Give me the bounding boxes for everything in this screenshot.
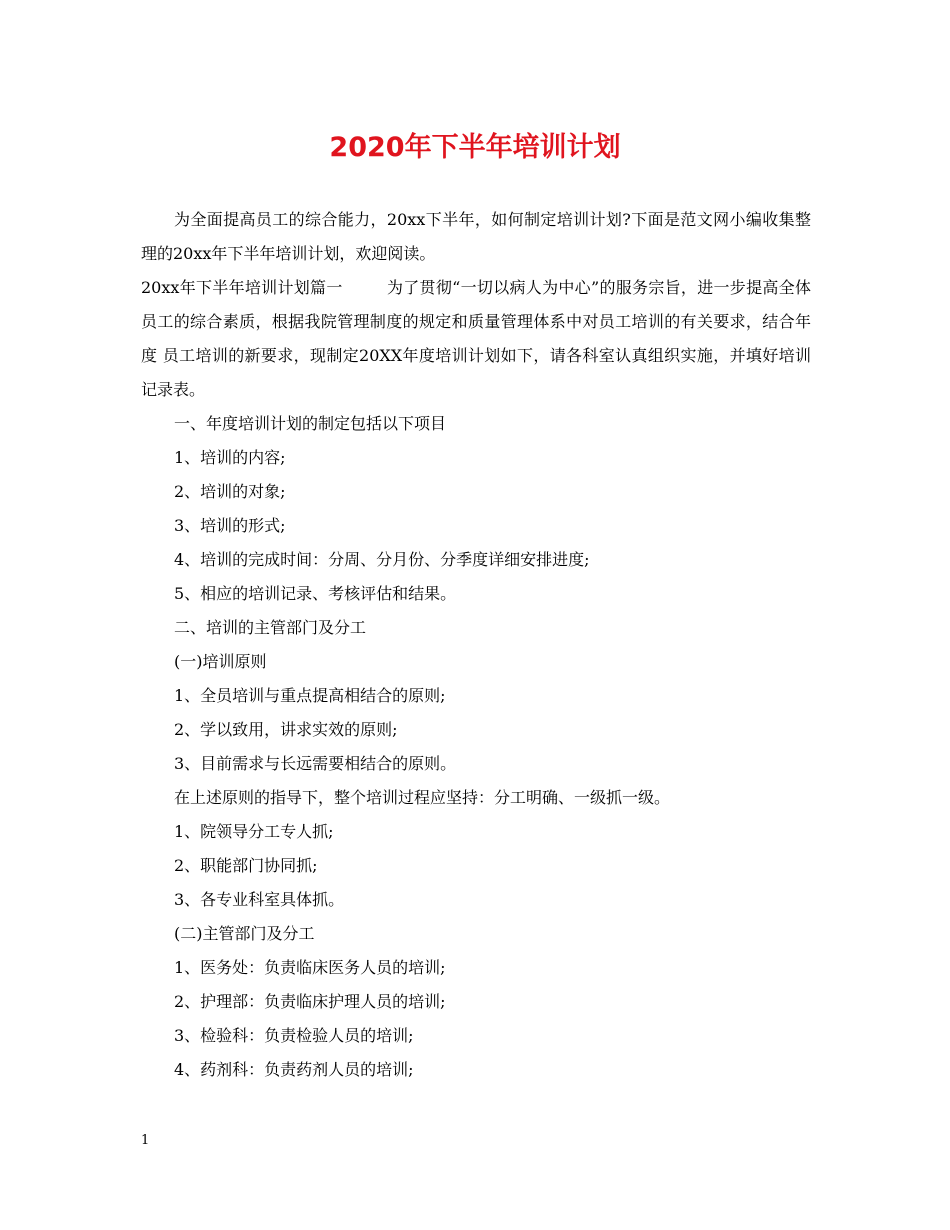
section-text: 为了贯彻“一切以病人为中心”的服务宗旨，进一步提高全体员工的综合素质，根据我院管理制度的规定和质量管理体系中对员工培训的有关要求，结合年度 员工培训的新要求，现制定20XX年度培训计划如下，请各科室认真组织实施，并填好培训记录表。	[141, 278, 811, 399]
list-item: 一、年度培训计划的制定包括以下项目	[174, 414, 447, 433]
list-item: 3、培训的形式;	[174, 516, 286, 535]
list-item: 1、全员培训与重点提高相结合的原则;	[174, 686, 446, 705]
list-item: 1、医务处：负责临床医务人员的培训;	[174, 958, 446, 977]
list-item: 1、培训的内容;	[174, 448, 286, 467]
list-item: (一)培训原则	[174, 652, 267, 671]
list-item: 4、药剂科：负责药剂人员的培训;	[174, 1060, 414, 1079]
list-item: 2、护理部：负责临床护理人员的培训;	[174, 992, 446, 1011]
document-body	[141, 203, 811, 1087]
intro-paragraph: 为全面提高员工的综合能力，20xx下半年，如何制定培训计划?下面是范文网小编收集整理的20xx年下半年培训计划，欢迎阅读。	[141, 210, 811, 263]
list-item: 二、培训的主管部门及分工	[174, 618, 367, 637]
list-item: 3、检验科：负责检验人员的培训;	[174, 1026, 414, 1045]
list-item: 2、学以致用，讲求实效的原则;	[174, 720, 398, 739]
list-item: 3、各专业科室具体抓。	[174, 890, 345, 909]
section-label: 20xx年下半年培训计划篇一	[141, 278, 343, 297]
list-item: 2、职能部门协同抓;	[174, 856, 318, 875]
list-item: 在上述原则的指导下，整个培训过程应坚持：分工明确、一级抓一级。	[174, 788, 671, 807]
document-title: 2020年下半年培训计划	[329, 132, 621, 163]
list-item: 5、相应的培训记录、考核评估和结果。	[174, 584, 457, 603]
list-item: 1、院领导分工专人抓;	[174, 822, 334, 841]
section-paragraph	[141, 271, 811, 407]
list-item: (二)主管部门及分工	[174, 924, 315, 943]
page-number: 1	[141, 1133, 150, 1148]
list-item: 3、目前需求与长远需要相结合的原则。	[174, 754, 457, 773]
list-item: 4、培训的完成时间：分周、分月份、分季度详细安排进度;	[174, 550, 590, 569]
list-item: 2、培训的对象;	[174, 482, 286, 501]
